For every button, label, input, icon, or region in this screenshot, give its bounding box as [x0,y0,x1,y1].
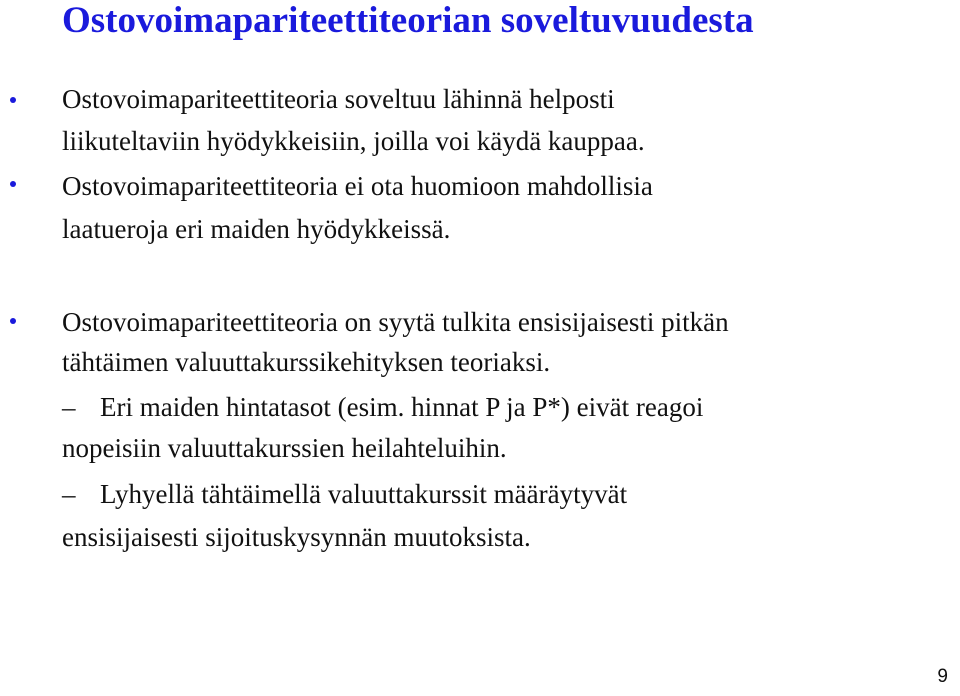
bullet-1-line-2: liikuteltaviin hyödykkeisiin, joilla voi käydä kauppaa. [62,126,645,156]
slide-title: Ostovoimapariteettiteorian soveltuvuudesta [62,0,754,41]
bullet-marker [10,181,16,187]
bullet-3-line-1: Ostovoimapariteettiteoria on syytä tulkita ensisijaisesti pitkän [62,307,729,337]
bullet-1-line-1: Ostovoimapariteettiteoria soveltuu lähinnä helposti [62,84,615,114]
bullet-2-line-1: Ostovoimapariteettiteoria ei ota huomioon mahdollisia [62,171,653,201]
sub-bullet-marker: – [62,479,76,509]
sub-item-2-line-2: ensisijaisesti sijoituskysynnän muutoksista. [62,522,531,552]
bullet-3-line-2: tähtäimen valuuttakurssikehityksen teoriaksi. [62,347,551,377]
page-number: 9 [937,666,948,687]
bullet-marker [10,318,16,324]
bullet-marker [10,97,16,103]
sub-item-2-line-1: Lyhyellä tähtäimellä valuuttakurssit määräytyvät [100,479,628,509]
sub-item-1-line-2: nopeisiin valuuttakurssien heilahteluihin. [62,433,507,463]
sub-item-1-line-1: Eri maiden hintatasot (esim. hinnat P ja P*) eivät reagoi [100,392,704,422]
sub-bullet-marker: – [62,392,76,422]
bullet-2-line-2: laatueroja eri maiden hyödykkeissä. [62,214,451,244]
